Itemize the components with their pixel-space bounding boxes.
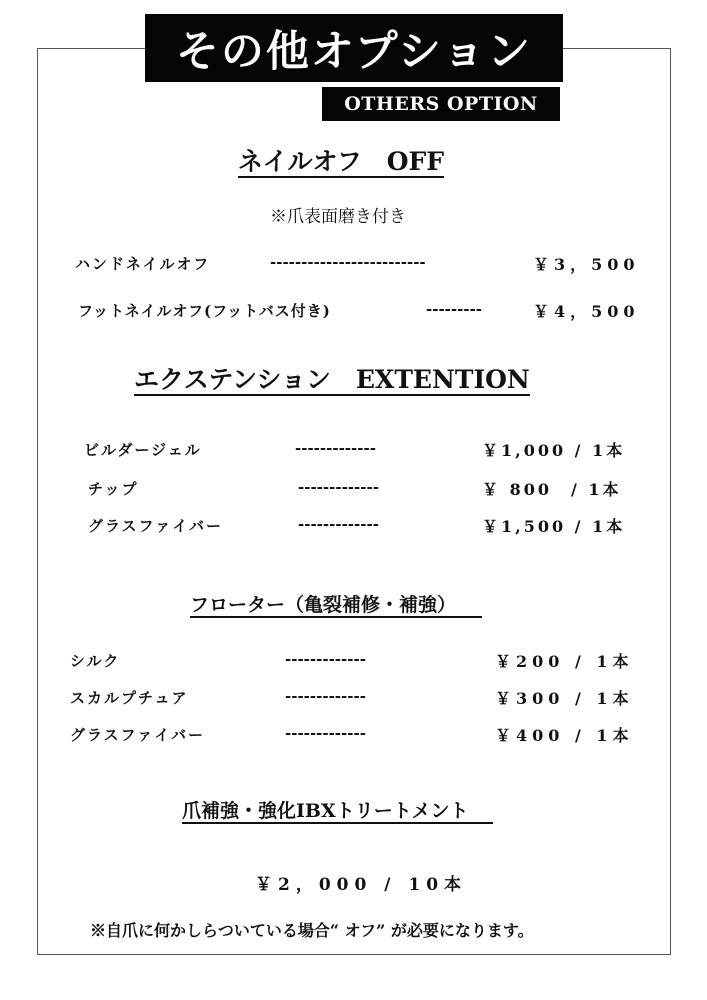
extension-item-price: ￥1,000 / 1本 — [482, 441, 626, 460]
nail-off-item-price: ￥4，500 — [533, 302, 640, 321]
extension-item-price: ￥1,500 / 1本 — [482, 517, 626, 536]
nail-off-item-name: フットネイルオフ(フットバス付き) — [78, 302, 331, 320]
extension-item-name: チップ — [88, 480, 139, 498]
floater-item-dash: ------------- — [285, 724, 366, 742]
floater-item-name: スカルプチュア — [70, 689, 189, 707]
floater-heading: フローター（亀裂補修・補強） — [190, 595, 482, 618]
footer-note: ※自爪に何かしらついている場合“ オフ” が必要になります。 — [90, 921, 534, 940]
nail-off-item-dash: --------- — [426, 300, 483, 318]
floater-item-name: シルク — [70, 652, 121, 670]
nail-off-item-name: ハンドネイルオフ — [75, 255, 211, 273]
extension-item-dash: ------------- — [295, 439, 376, 457]
floater-item-price: ￥200 / 1本 — [495, 652, 634, 671]
floater-item-dash: ------------- — [285, 687, 366, 705]
nail-off-item-price: ￥3，500 — [533, 255, 640, 274]
extension-item-dash: ------------- — [298, 515, 379, 533]
nail-off-heading: ネイルオフ OFF — [238, 147, 445, 176]
extension-item-name: ビルダージェル — [84, 441, 202, 459]
floater-item-price: ￥400 / 1本 — [495, 726, 634, 745]
page-subtitle: OTHERS OPTION — [322, 87, 560, 121]
extension-item-price: ￥ 800 / 1本 — [482, 480, 622, 499]
nail-off-note: ※爪表面磨き付き — [270, 207, 406, 227]
nail-off-item-dash: ------------------------- — [270, 253, 426, 271]
extension-heading: エクステンション EXTENTION — [134, 365, 530, 394]
floater-item-price: ￥300 / 1本 — [495, 689, 634, 708]
extension-item-name: グラスファイバー — [88, 517, 223, 535]
page-title: その他オプション — [145, 14, 563, 82]
extension-item-dash: ------------- — [298, 478, 379, 496]
floater-item-dash: ------------- — [285, 650, 366, 668]
floater-item-name: グラスファイバー — [70, 726, 205, 744]
ibx-price: ￥2，000 / 10本 — [255, 875, 468, 895]
ibx-heading: 爪補強・強化IBXトリートメント — [182, 801, 493, 824]
